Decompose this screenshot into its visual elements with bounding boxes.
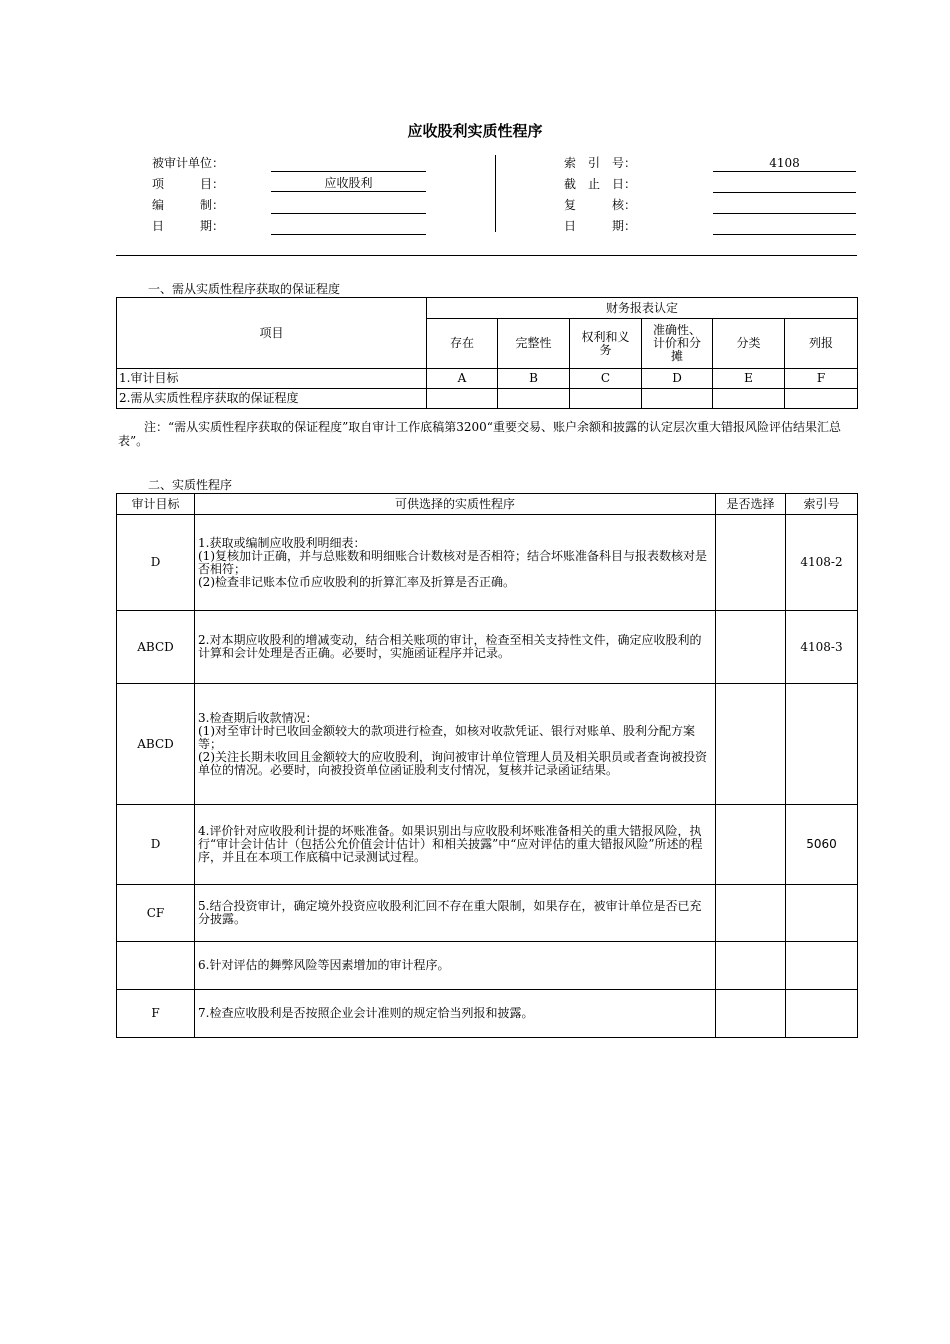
- procedure-text: [195, 990, 716, 1038]
- assurance-cell[interactable]: [713, 389, 785, 409]
- procedure-target: D: [117, 805, 195, 885]
- assurance-group-header: 财务报表认定: [427, 298, 858, 319]
- procedure-selected[interactable]: [716, 684, 786, 805]
- procedure-index: 4108-2: [786, 515, 858, 611]
- procedure-text: [195, 805, 716, 885]
- procedure-text: [195, 885, 716, 942]
- procedure-line: 6.针对评估的舞弊风险等因素增加的审计程序。: [198, 958, 450, 972]
- procedures-header-index: 索引号: [786, 494, 858, 515]
- assurance-cell: F: [785, 369, 858, 389]
- header-label-unit: 被审计单位：: [152, 156, 225, 170]
- procedure-index: [786, 885, 858, 942]
- procedures-table: [116, 493, 858, 1038]
- procedure-selected[interactable]: [716, 515, 786, 611]
- procedure-target: F: [117, 990, 195, 1038]
- assurance-table: [116, 297, 858, 409]
- header-field-date[interactable]: [271, 218, 426, 235]
- header-label-reviewer: 复 核：: [564, 198, 637, 212]
- procedure-target: ABCD: [117, 684, 195, 805]
- assurance-cell: A: [427, 369, 498, 389]
- table-row: [117, 885, 858, 942]
- header-field-index[interactable]: 4108: [713, 155, 856, 172]
- header-field-cutoff[interactable]: [713, 176, 856, 193]
- procedure-selected[interactable]: [716, 611, 786, 684]
- procedure-line: 4.评价针对应收股利计提的坏账准备。如果识别出与应收股利坏账准备相关的重大错报风险，执行“审计会计估计（包括公允价值会计估计）和相关披露”中“应对评估的重大错报风险”所述的程序，并且在本项工作底稿中记录测试过程。: [198, 824, 703, 864]
- assertion-header-accuracy: 准确性、计价和分摊: [642, 319, 713, 369]
- procedure-selected[interactable]: [716, 990, 786, 1038]
- procedure-target: [117, 942, 195, 990]
- procedure-line: 5.结合投资审计，确定境外投资应收股利汇回不存在重大限制，如果存在，被审计单位是否已充分披露。: [198, 899, 702, 926]
- header-field-reviewer[interactable]: [713, 197, 856, 214]
- procedure-line: 2.对本期应收股利的增减变动，结合相关账项的审计，检查至相关支持性文件，确定应收股利的计算和会计处理是否正确。必要时，实施函证程序并记录。: [198, 633, 702, 660]
- section1-note: 注：“需从实质性程序获取的保证程度”取自审计工作底稿第3200“重要交易、账户余额和披露的认定层次重大错报风险评估结果汇总表”。: [118, 420, 841, 448]
- procedure-index: [786, 684, 858, 805]
- procedures-header-target: 审计目标: [117, 494, 195, 515]
- procedure-text: [195, 515, 716, 611]
- table-row: [117, 515, 858, 611]
- table-row: [117, 684, 858, 805]
- procedure-selected[interactable]: [716, 885, 786, 942]
- procedure-line: 7.检查应收股利是否按照企业会计准则的规定恰当列报和披露。: [198, 1006, 534, 1020]
- header-label-item: 项 目：: [152, 177, 225, 191]
- procedure-line: 3.检查期后收款情况：: [198, 710, 318, 725]
- header-rule: [116, 255, 857, 256]
- header-field-unit[interactable]: [271, 155, 426, 172]
- assurance-cell: B: [498, 369, 570, 389]
- procedure-line: (2)检查非记账本位币应收股利的折算汇率及折算是否正确。: [198, 574, 516, 589]
- procedure-text: [195, 684, 716, 805]
- procedure-text: [195, 942, 716, 990]
- header-field-preparer[interactable]: [271, 197, 426, 214]
- header-field-item[interactable]: 应收股利: [271, 175, 426, 192]
- assurance-cell[interactable]: [498, 389, 570, 409]
- assertion-header-existence: 存在: [427, 319, 498, 369]
- assurance-cell: E: [713, 369, 785, 389]
- procedure-line: 1.获取或编制应收股利明细表：: [198, 535, 366, 550]
- section1-heading: 一、需从实质性程序获取的保证程度: [148, 282, 341, 296]
- procedure-selected[interactable]: [716, 805, 786, 885]
- assurance-item-header: 项目: [117, 298, 427, 369]
- section2-heading: 二、实质性程序: [148, 478, 233, 492]
- table-row: [117, 990, 858, 1038]
- procedures-header-selected: 是否选择: [716, 494, 786, 515]
- procedure-line: (1)对至审计时已收回金额较大的款项进行检查，如核对收款凭证、银行对账单、股利分配方案等；: [198, 723, 696, 751]
- page-title: 应收股利实质性程序: [407, 122, 543, 140]
- assertion-header-completeness: 完整性: [498, 319, 570, 369]
- header-label-preparer: 编 制：: [152, 198, 225, 212]
- assertion-header-rights: 权利和义务: [570, 319, 642, 369]
- procedure-index: 4108-3: [786, 611, 858, 684]
- assurance-cell[interactable]: [785, 389, 858, 409]
- assertion-header-presentation: 列报: [785, 319, 858, 369]
- procedure-target: ABCD: [117, 611, 195, 684]
- assertion-header-classification: 分类: [713, 319, 785, 369]
- table-row: [117, 805, 858, 885]
- header-label-date: 日 期：: [152, 219, 225, 233]
- header-field-review-date[interactable]: [713, 218, 856, 235]
- assurance-cell: D: [642, 369, 713, 389]
- procedure-target: CF: [117, 885, 195, 942]
- assurance-row-label: 2.需从实质性程序获取的保证程度: [117, 389, 427, 409]
- table-row: [117, 942, 858, 990]
- assurance-row-label: 1.审计目标: [117, 369, 427, 389]
- header-label-index: 索 引 号：: [564, 156, 637, 170]
- procedure-line: (1)复核加计正确，并与总账数和明细账合计数核对是否相符；结合坏账准备科目与报表数核对是否相符；: [198, 548, 708, 576]
- header-divider: [495, 155, 496, 232]
- procedure-index: [786, 990, 858, 1038]
- procedures-header-procedure: 可供选择的实质性程序: [195, 494, 716, 515]
- assurance-cell[interactable]: [427, 389, 498, 409]
- procedure-selected[interactable]: [716, 942, 786, 990]
- header-label-review-date: 日 期：: [564, 219, 637, 233]
- assurance-cell[interactable]: [570, 389, 642, 409]
- procedure-line: (2)关注长期未收回且金额较大的应收股利，询问被审计单位管理人员及相关职员或者查询被投资单位的情况。必要时，向被投资单位函证股利支付情况，复核并记录函证结果。: [198, 749, 708, 777]
- table-row: [117, 611, 858, 684]
- header-label-cutoff: 截 止 日：: [564, 177, 637, 191]
- assurance-cell: C: [570, 369, 642, 389]
- assurance-cell[interactable]: [642, 389, 713, 409]
- procedure-text: [195, 611, 716, 684]
- procedure-target: D: [117, 515, 195, 611]
- procedure-index: [786, 942, 858, 990]
- procedure-index: 5060: [786, 805, 858, 885]
